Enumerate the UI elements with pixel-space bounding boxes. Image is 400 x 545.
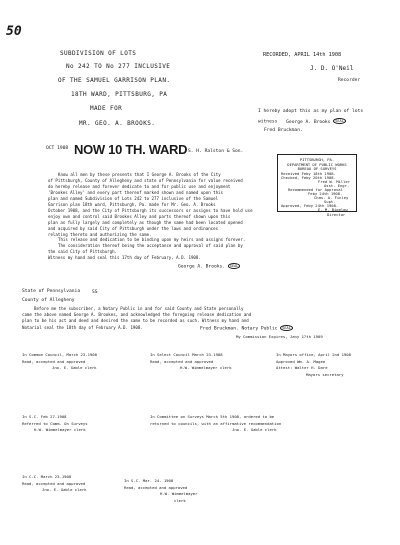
dedication-line: Know all men by these presents that I George A. Brooks of the City (58, 172, 221, 177)
surveyor-name: S. H. Ralston & Son. (188, 149, 244, 154)
dedication-line: plan as fully largely and completely as though the same had been located opened (48, 219, 243, 225)
council-action-line: In Mayors office, April 2nd 1908 (276, 352, 351, 357)
dedication-signer: George A. Brooks. (178, 264, 226, 270)
dedication-line: enjoy own and control said Brookes Alley and parts thereof shown upon this (48, 213, 231, 219)
recorder-title: Recorder (338, 78, 361, 83)
council-action-line: In S.C. Mar. 24- 1908 (124, 478, 174, 483)
notary-line: Notarial seal the 18th day of February A.D. 1908. (22, 324, 143, 330)
notary-signer: Fred Bruckman. Notary Public (200, 326, 278, 332)
council-action-line: H.W. Wimmelmayer clerk (180, 365, 232, 370)
made-for: MADE FOR (90, 105, 123, 112)
dedication-line: of Pittsburgh, County of Allegheny and state of Pennsylvania for value received (48, 177, 243, 183)
dedication-line: plan and named Subdivision of Lots 242 to 277 inclusive of the Samuel (48, 195, 219, 201)
council-action-line: In Committee on Surveys March 5th 1908, ordered to be (150, 414, 275, 419)
adoption-witness (258, 118, 346, 125)
council-action-line: Referred to Comm. On Surveys (22, 420, 88, 426)
dedication-text (48, 172, 253, 261)
pw-checked: Checked, Feby 20th 1908. (281, 175, 336, 180)
notary-signature (200, 325, 293, 332)
council-action-line: clerk (174, 497, 186, 503)
subdivision-title: SUBDIVISION OF LOTS (60, 50, 137, 57)
pw-director: E. M. Bigelow (318, 207, 348, 212)
recorder-name: J. D. O'Neil (310, 65, 354, 72)
notary-commission: My Commission Expires, Jany 17th 1909 (236, 334, 323, 339)
council-action (150, 414, 281, 434)
dedication-line: do hereby release and forever dedicate to and for public use and enjoyment (48, 183, 231, 189)
seal-stamp: SEAL (282, 326, 291, 330)
pw-department: DEPARTMENT OF PUBLIC WORKS (287, 161, 347, 167)
dedication-line: 'Brookes Alley' and every part thereof marked shown and named upon this (48, 189, 223, 195)
council-action-line: In Common Council, March 23-1908 (22, 352, 97, 357)
adoption-witness-name: Fred Bruckman. (264, 128, 303, 133)
council-action (150, 352, 232, 372)
seal-stamp: SEAL (335, 119, 344, 123)
pw-superintendent-title: Supt. (324, 199, 336, 204)
council-action-line: Jno. E. Gable clerk (52, 365, 97, 370)
pw-city: PITTSBURGH, PA. (299, 157, 335, 162)
pw-bureau: BUREAU OF SURVEYS (297, 166, 337, 171)
ward-city: 18TH WARD, PITTSBURG, PA (71, 91, 168, 98)
notary-line: Before me the subscriber, a Notary Public in and for said County and State personally (34, 306, 244, 311)
witness-label: witness (258, 119, 278, 125)
recorded-date: RECORDED, APRIL 14th 1908 (263, 52, 342, 58)
pw-engineer: Fred W. Miller (318, 179, 351, 184)
lot-range: No 242 TO No 277 INCLUSIVE (66, 63, 171, 70)
plan-date: OCT 1908 (46, 146, 69, 151)
council-action (276, 352, 351, 378)
council-action-line: Read, accepted and approved (22, 358, 86, 364)
notary-ss: SS (92, 290, 98, 295)
council-action-line: returned to councils, with an affirmative recommendation (150, 420, 282, 426)
pw-director-title: Director (327, 212, 346, 217)
notary-state: State of Pennsylvania (22, 289, 81, 294)
dedication-line: the said City of Pittsburgh. (48, 249, 118, 255)
public-works-box (277, 154, 357, 212)
council-action-line: Read, accepted and approved (150, 358, 214, 364)
new-ward-label: NOW 10 TH. WARD (74, 142, 188, 157)
adoption-signer: George A. Brooks (286, 119, 331, 125)
notary-line: came the above named George A. Brookes, and acknowledged the foregoing release dedication and (22, 312, 252, 318)
council-action-line: In S.C. Feb 27-1908 (22, 414, 67, 419)
notary-county: County of Allegheny (22, 298, 75, 303)
council-action-line: H.W. Wimmelmayer (160, 491, 198, 496)
council-action-line: Jno. E. Gable clerk (42, 487, 87, 492)
adoption-statement: I hereby adopt this as my plan of lots (258, 109, 364, 114)
council-action (22, 414, 88, 434)
dedication-line: Witness my hand and seal this 17th day of February, A.D. 1908. (48, 255, 201, 261)
dedication-line: relating thereto and authorizing the same. (48, 231, 152, 237)
council-action-line: Mayors secretary (306, 371, 344, 377)
pw-recommended: Recommended for Approval (288, 187, 343, 192)
council-action-line: H.W. Wimmelmayer clerk (34, 427, 86, 432)
dedication-line: and acquired by said City of Pittsburgh under the laws and ordinances (48, 225, 219, 231)
council-action (22, 352, 97, 372)
council-action-line: In C.C. March 23-1908 (22, 474, 72, 479)
council-action (22, 474, 87, 494)
plan-name: OF THE SAMUEL GARRISON PLAN. (58, 77, 171, 84)
dedication-line: Garrison plan 18th ward, Pittsburgh, Pa. made for Mr. Geo. A. Brooks (48, 201, 216, 207)
council-action (124, 478, 197, 504)
dedication-line: October 1908, and the City of Pittsburgh its successors or assigns to have hold use (48, 207, 253, 213)
dedication-line: The consideration thereof being the acceptance and approval of said plan by (58, 243, 243, 249)
seal-stamp: SEAL (229, 264, 239, 268)
pw-approved: Approved, Feby 24th 1908. (281, 203, 339, 208)
dedication-signature (178, 263, 240, 270)
client-name: MR. GEO. A. BROOKS. (79, 120, 156, 127)
pw-received: Received Feby 18th 1908. (281, 171, 336, 176)
dedication-line: This release and dedication to be binding upon my heirs and assigns forever. (58, 237, 246, 243)
council-action-line: Read, accepted and approved (22, 480, 86, 486)
council-action-line: In Select Council March 23-1908 (150, 352, 223, 357)
pw-recommended-date: Feby 24th 1908. (308, 191, 343, 196)
sheet-number: 50 (6, 24, 22, 39)
council-action-line: Read, accepted and approved (124, 484, 188, 490)
notary-line: plan to be his act and deed and desired the same to be recorded as such. Witness my hand and (22, 318, 249, 324)
council-action-line: Attest: Walter H. Dare (276, 365, 328, 370)
council-action-line: Approved Wm. A. Magee (276, 358, 326, 364)
pw-engineer-title: Asst. Engr. (324, 183, 350, 188)
council-action-line: Jno. E. Gable clerk (232, 427, 277, 432)
pw-superintendent: Chas. A. Finley (314, 195, 349, 200)
